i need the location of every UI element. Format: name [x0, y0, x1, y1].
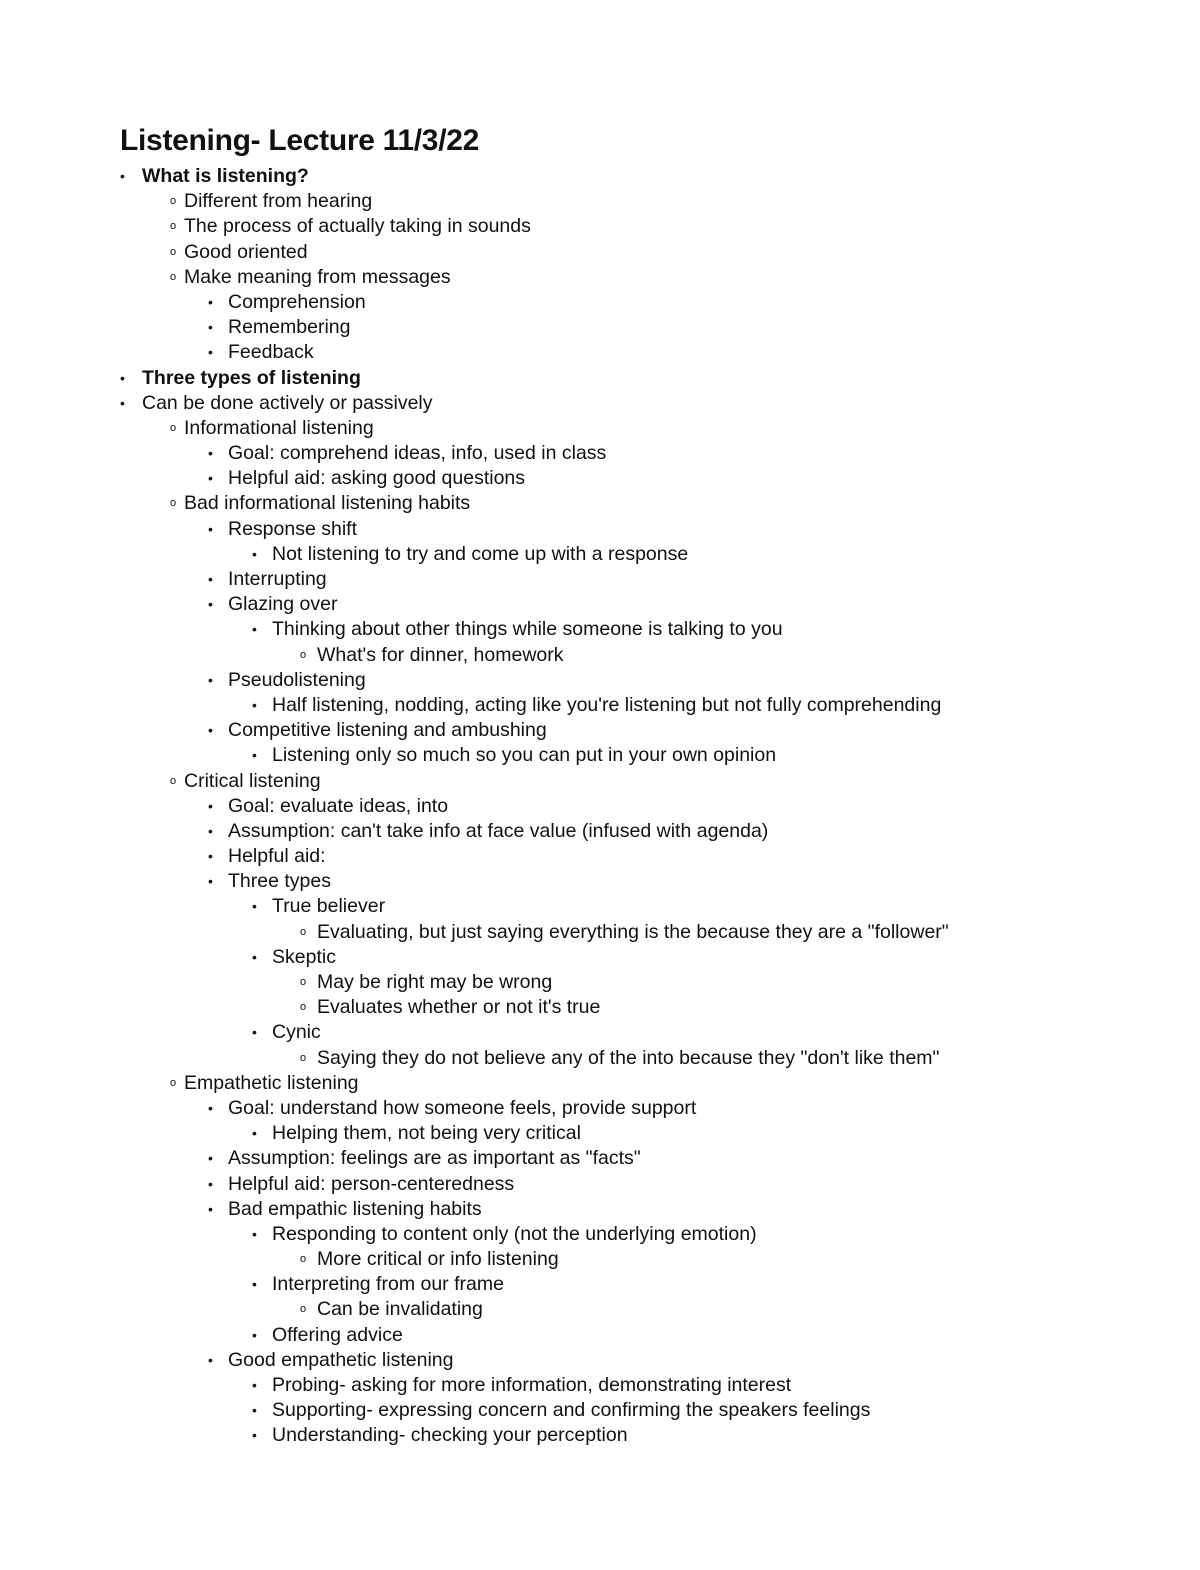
outline-item-text: What's for dinner, homework	[317, 643, 564, 666]
outline-item-text: Critical listening	[184, 769, 321, 792]
outline-item	[120, 945, 1160, 970]
outline-item-text: Feedback	[228, 341, 314, 364]
outline-item	[120, 617, 1160, 642]
outline-item	[120, 1373, 1160, 1398]
outline-item	[120, 466, 1160, 491]
dot-bullet-icon: •	[252, 1276, 257, 1293]
dot-bullet-icon: •	[208, 822, 213, 839]
outline-item	[120, 1323, 1160, 1348]
outline-item	[120, 391, 1160, 416]
dot-bullet-icon: •	[208, 797, 213, 814]
dot-bullet-icon: •	[208, 1351, 213, 1368]
outline-item	[120, 1046, 1160, 1071]
outline-item-text: Skeptic	[272, 945, 336, 968]
outline-item-text: Probing- asking for more information, demonstrating interest	[272, 1374, 792, 1396]
dot-bullet-icon: •	[252, 1225, 257, 1242]
circle-bullet-icon: o	[170, 270, 177, 283]
circle-bullet-icon: o	[300, 1051, 307, 1064]
outline-item-text: Interrupting	[228, 568, 327, 590]
outline-item-text: What is listening?	[142, 165, 309, 187]
outline-item	[120, 894, 1160, 919]
outline-item-text: The process of actually taking in sounds	[184, 215, 531, 238]
circle-bullet-icon: o	[300, 925, 307, 938]
dot-bullet-icon: •	[208, 596, 213, 613]
dot-bullet-icon: •	[252, 545, 257, 562]
outline-item-text: Empathetic listening	[184, 1071, 359, 1094]
outline-item	[120, 1423, 1160, 1448]
outline-item	[120, 1172, 1160, 1197]
dot-bullet-icon: •	[120, 168, 125, 184]
outline-item	[120, 718, 1160, 743]
outline-item	[120, 164, 1160, 189]
outline-item	[120, 995, 1160, 1020]
outline-item-text: Helpful aid: person-centeredness	[228, 1172, 515, 1195]
outline-item-text: True believer	[272, 895, 386, 918]
outline-item	[120, 1096, 1160, 1121]
dot-bullet-icon: •	[208, 344, 213, 361]
outline-item	[120, 315, 1160, 340]
outline-item-text: Comprehension	[228, 290, 366, 313]
dot-bullet-icon: •	[208, 1200, 213, 1217]
outline-item	[120, 1348, 1160, 1373]
outline-item	[120, 794, 1160, 819]
outline-item	[120, 743, 1160, 768]
dot-bullet-icon: •	[208, 445, 213, 462]
outline-item	[120, 416, 1160, 441]
outline-item	[120, 240, 1160, 265]
outline-item-text: Can be invalidating	[317, 1298, 483, 1321]
outline-item-text: Bad informational listening habits	[184, 492, 471, 515]
outline-item-text: Response shift	[228, 517, 357, 540]
dot-bullet-icon: •	[252, 1402, 257, 1419]
dot-bullet-icon: •	[252, 1326, 257, 1343]
dot-bullet-icon: •	[208, 671, 213, 688]
outline-item-text: Good empathetic listening	[228, 1348, 454, 1371]
outline-item	[120, 592, 1160, 617]
dot-bullet-icon: •	[252, 696, 257, 713]
circle-bullet-icon: o	[300, 1001, 307, 1014]
outline-item-text: Cynic	[272, 1021, 321, 1044]
outline-item-text: Evaluating, but just saying everything is the because they are a "follower"	[317, 920, 949, 943]
outline-item-text: Thinking about other things while someone is talking to you	[272, 618, 783, 641]
outline-item	[120, 1071, 1160, 1096]
outline-item	[120, 567, 1160, 592]
outline-item	[120, 1020, 1160, 1045]
dot-bullet-icon: •	[252, 621, 257, 638]
outline-item-text: Informational listening	[184, 416, 374, 439]
outline-item-text: Different from hearing	[184, 190, 373, 213]
outline-item-text: Responding to content only (not the underlying emotion)	[272, 1222, 757, 1245]
outline-item	[120, 693, 1160, 718]
outline-item	[120, 668, 1160, 693]
outline-item	[120, 441, 1160, 466]
outline-item-text: Three types	[228, 870, 331, 893]
outline-item	[120, 1222, 1160, 1247]
dot-bullet-icon: •	[208, 722, 213, 739]
dot-bullet-icon: •	[252, 1377, 257, 1393]
outline-item	[120, 340, 1160, 365]
document-page	[120, 122, 1160, 1449]
outline-item-text: Can be done actively or passively	[142, 391, 433, 414]
circle-bullet-icon: o	[170, 195, 177, 208]
circle-bullet-icon: o	[170, 497, 177, 510]
dot-bullet-icon: •	[252, 1125, 257, 1142]
circle-bullet-icon: o	[170, 1076, 177, 1089]
outline-item-text: Listening only so much so you can put in your own opinion	[272, 744, 777, 767]
outline-item	[120, 1272, 1160, 1297]
dot-bullet-icon: •	[252, 747, 257, 764]
outline-item	[120, 1146, 1160, 1171]
dot-bullet-icon: •	[208, 1150, 213, 1167]
dot-bullet-icon: •	[208, 1175, 213, 1192]
outline-item	[120, 970, 1160, 995]
dot-bullet-icon: •	[120, 394, 125, 411]
outline-item-text: Not listening to try and come up with a response	[272, 542, 689, 565]
outline-item-text: Saying they do not believe any of the into because they "don't like them"	[317, 1046, 940, 1069]
outline-item-text: Offering advice	[272, 1323, 403, 1346]
circle-bullet-icon: o	[300, 648, 307, 661]
circle-bullet-icon: o	[170, 421, 177, 434]
outline-item	[120, 491, 1160, 516]
outline-item-text: Assumption: feelings are as important as "facts"	[228, 1147, 641, 1170]
outline-item-text: Supporting- expressing concern and confirming the speakers feelings	[272, 1399, 871, 1422]
outline-item-text: Helping them, not being very critical	[272, 1122, 581, 1145]
outline-item	[120, 869, 1160, 894]
outline-item-text: Bad empathic listening habits	[228, 1197, 482, 1220]
outline-item-text: Good oriented	[184, 240, 308, 263]
outline-item-text: Helpful aid: asking good questions	[228, 467, 526, 490]
circle-bullet-icon: o	[170, 220, 177, 233]
outline-item	[120, 517, 1160, 542]
circle-bullet-icon: o	[170, 245, 177, 258]
dot-bullet-icon: •	[208, 1099, 213, 1116]
outline-item-text: Glazing over	[228, 593, 338, 616]
outline-item-text: Half listening, nodding, acting like you're listening but not fully comprehending	[272, 693, 942, 716]
dot-bullet-icon: •	[208, 848, 213, 865]
outline-item-text: Three types of listening	[142, 366, 361, 389]
outline-item-text: Helpful aid:	[228, 845, 326, 868]
outline-item-text: Assumption: can't take info at face value (infused with agenda)	[228, 819, 769, 842]
outline-item	[120, 819, 1160, 844]
dot-bullet-icon: •	[208, 470, 213, 487]
dot-bullet-icon: •	[252, 1427, 257, 1444]
outline-item-text: Make meaning from messages	[184, 265, 451, 288]
outline-list	[120, 164, 1160, 1449]
outline-item	[120, 643, 1160, 668]
circle-bullet-icon: o	[300, 1253, 307, 1266]
outline-item-text: Competitive listening and ambushing	[228, 719, 547, 742]
outline-item	[120, 844, 1160, 869]
outline-item	[120, 1121, 1160, 1146]
outline-item	[120, 265, 1160, 290]
dot-bullet-icon: •	[208, 571, 213, 587]
dot-bullet-icon: •	[252, 1024, 257, 1041]
dot-bullet-icon: •	[252, 898, 257, 915]
outline-item	[120, 366, 1160, 391]
outline-item-text: Goal: evaluate ideas, into	[228, 794, 449, 817]
dot-bullet-icon: •	[208, 319, 213, 336]
dot-bullet-icon: •	[120, 369, 125, 386]
dot-bullet-icon: •	[208, 873, 213, 890]
circle-bullet-icon: o	[300, 976, 307, 988]
outline-item	[120, 1197, 1160, 1222]
outline-item-text: Evaluates whether or not it's true	[317, 996, 601, 1019]
circle-bullet-icon: o	[170, 774, 177, 787]
outline-item	[120, 1247, 1160, 1272]
outline-item-text: Understanding- checking your perception	[272, 1424, 628, 1447]
outline-item-text: May be right may be wrong	[317, 971, 553, 993]
outline-item-text: Interpreting from our frame	[272, 1273, 504, 1296]
circle-bullet-icon: o	[300, 1303, 307, 1316]
outline-item	[120, 214, 1160, 239]
outline-item	[120, 769, 1160, 794]
dot-bullet-icon: •	[208, 520, 213, 537]
dot-bullet-icon: •	[252, 948, 257, 965]
outline-item	[120, 1297, 1160, 1322]
outline-item	[120, 1398, 1160, 1423]
outline-item	[120, 290, 1160, 315]
outline-item	[120, 542, 1160, 567]
outline-item-text: Goal: understand how someone feels, provide support	[228, 1096, 697, 1119]
outline-item-text: Remembering	[228, 316, 351, 339]
dot-bullet-icon: •	[208, 293, 213, 310]
page-title: Listening- Lecture 11/3/22	[120, 124, 479, 157]
outline-item	[120, 189, 1160, 214]
outline-item	[120, 920, 1160, 945]
outline-item-text: Pseudolistening	[228, 668, 366, 691]
outline-item-text: Goal: comprehend ideas, info, used in class	[228, 442, 607, 465]
outline-item-text: More critical or info listening	[317, 1248, 559, 1271]
